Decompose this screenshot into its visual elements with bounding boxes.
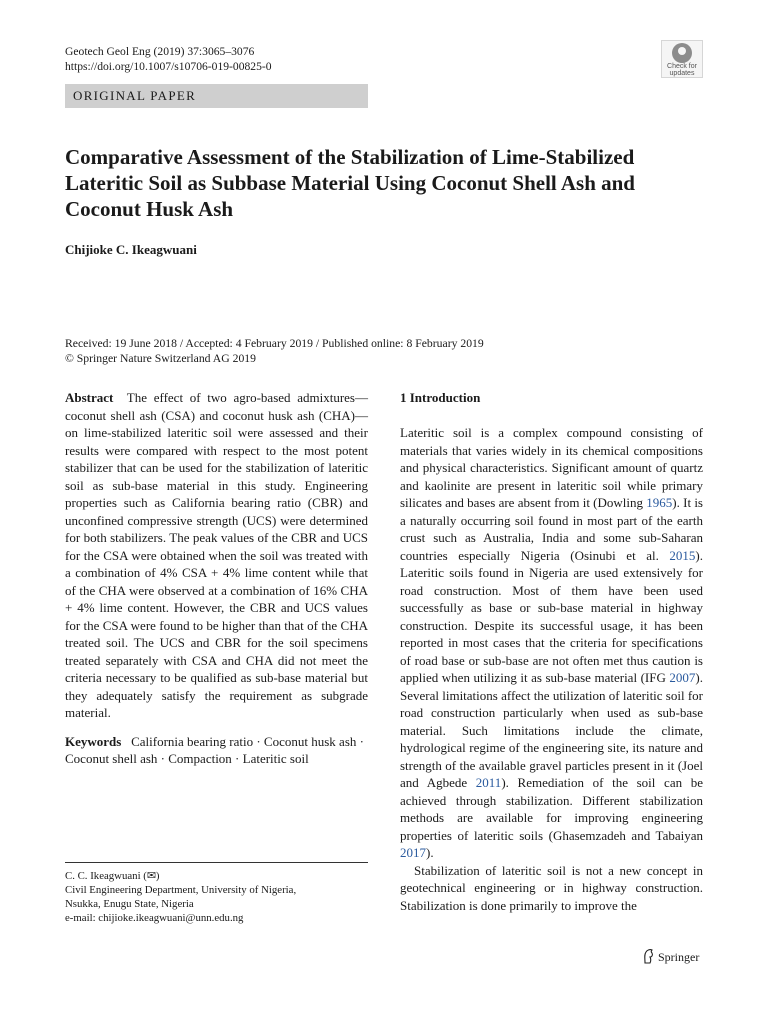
author-name: Chijioke C. Ikeagwuani bbox=[65, 242, 197, 257]
abstract bbox=[65, 389, 368, 722]
citation-link[interactable]: 2007 bbox=[669, 670, 696, 685]
corresponding-author: C. C. Ikeagwuani (✉) bbox=[65, 870, 160, 882]
abstract-text: The effect of two agro-based admixtures—coconut shell ash (CSA) and coconut husk ash (CHA)—on lime-stabilized lateritic soil were assessed and their results were compared with respect to the most potent stabilizer that can be used for the stabilization of lateritic soil as sub-base material in this study. Engineering properties such as California bearing ratio (CBR) and unconfined compressive strength (UCS) were determined for both stabilizers. The peak values of the CBR and UCS for the CSA were obtained when the soil was treated with a combination of 4% CSA + 4% lime content while that of the CHA were observed at a combination of 16% CHA + 4% lime content. However, the CBR and UCS values for the CSA were found to be higher than that of the CHA treated soil. The UCS and CBR for the soil specimens treated separately with CSA and CHA did not meet the criteria necessary to be qualified as sub-base material but they adequately satisfy the requirement as subgrade material. bbox=[65, 390, 368, 720]
right-column bbox=[400, 389, 703, 914]
intro-paragraph-2: Stabilization of lateritic soil is not a new concept in geotechnical engineering or in highway construction. Stabilization is done primarily to improve the bbox=[400, 862, 703, 913]
section-heading-introduction: 1 Introduction bbox=[400, 390, 481, 405]
article-type-banner: ORIGINAL PAPER bbox=[65, 84, 368, 108]
doi-link[interactable]: https://doi.org/10.1007/s10706-019-00825-0 bbox=[65, 60, 272, 73]
left-column bbox=[65, 389, 368, 768]
keywords-label: Keywords bbox=[65, 733, 122, 749]
citation-link[interactable]: 2011 bbox=[475, 775, 502, 790]
citation-link[interactable]: 2017 bbox=[400, 845, 426, 860]
citation-link[interactable]: 2015 bbox=[669, 547, 696, 563]
journal-citation bbox=[65, 44, 272, 74]
publication-dates bbox=[65, 336, 484, 366]
affiliation-line: Civil Engineering Department, University of Nigeria, bbox=[65, 884, 297, 896]
keywords bbox=[65, 733, 368, 768]
crossmark-label: Check for updates bbox=[667, 63, 697, 77]
history-dates: Received: 19 June 2018 / Accepted: 4 February 2019 / Published online: 8 February 2019 bbox=[65, 337, 484, 350]
citation-link[interactable]: 1965 bbox=[646, 495, 673, 510]
publisher-logo bbox=[642, 948, 699, 966]
footnote-divider bbox=[65, 862, 368, 863]
affiliation-line: Nsukka, Enugu State, Nigeria bbox=[65, 898, 194, 910]
crossmark-icon bbox=[672, 43, 692, 63]
keywords-text: California bearing ratio · Coconut husk ash · Coconut shell ash · Compaction · Lateritic soil bbox=[65, 733, 364, 766]
intro-paragraph-1: Lateritic soil is a complex compound consisting of materials that varies widely in its chemical compositions and physical characteristics. Significant amount of quartz and kaolinite are present in lateritic soil while primary silicates and bases are absent from it (Dowling 1965). It is a naturally occurring soil found in most part of the earth crust such as Australia, India and some sub-Saharan countries especially Nigeria (Osinubi et al. 2015). Lateritic soils found in Nigeria are used extensively for road construction. Most of them have been used successfully as base or sub-base material in highway construction. Despite its successful usage, it has been reported in most cases that the criteria for specifications of road base or sub-base are not often met thus caution is applied when utilizing it as sub-base material (IFG 2007). Several limitations affect the utilization of lateritic soil for road construction particularly when used as sub-base material. Such limitations include the climate, hydrological regime of the engineering site, its nature and strength of the available gravel particles present in it (Joel and Agbede 2011). Remediation of the soil can be achieved through stabilization. Different stabilization methods are available for improving engineering properties of lateritic soils (Ghasemzadeh and Tabaiyan 2017). bbox=[400, 425, 704, 860]
author-footnote bbox=[65, 869, 368, 925]
paper-title: Comparative Assessment of the Stabilization of Lime-Stabilized Lateritic Soil as Subbase Material Using Coconut Shell Ash and Coconut Husk Ash bbox=[65, 145, 635, 221]
journal-line: Geotech Geol Eng (2019) 37:3065–3076 bbox=[65, 45, 255, 58]
publisher-name: Springer bbox=[658, 950, 700, 964]
copyright-line: © Springer Nature Switzerland AG 2019 bbox=[65, 352, 256, 365]
abstract-label: Abstract bbox=[65, 390, 114, 405]
springer-horse-icon bbox=[642, 948, 655, 964]
author-email[interactable]: e-mail: chijioke.ikeagwuani@unn.edu.ng bbox=[65, 912, 244, 924]
check-for-updates-badge[interactable] bbox=[661, 40, 703, 78]
